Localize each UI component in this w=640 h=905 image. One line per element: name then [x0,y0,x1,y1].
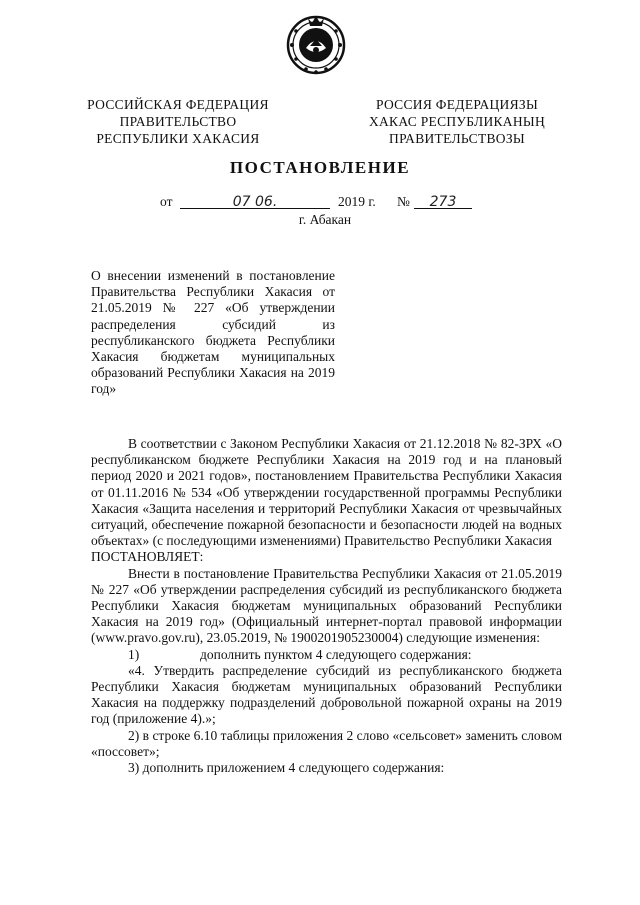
header-right-line-2: ХАКАС РЕСПУБЛИКАНЫҢ [368,114,546,129]
date-year: 2019 г. [338,194,376,209]
number-field [414,194,472,209]
paragraph-preamble [91,436,562,549]
document-subject: О внесении изменений в постановление Правительства Республики Хакасия от 21.05.2019 № 227 «Об утверждении распределения субсидий из республиканского бюджета Республики Хакасия бюджетам муниципальных образований Республики Хакасия на 2019 год» [91,268,335,397]
header-left-line-1: РОССИЙСКАЯ ФЕДЕРАЦИЯ [87,97,269,112]
paragraph-resolves: ПОСТАНОВЛЯЕТ: [91,549,204,565]
list-item-3: 3) дополнить приложением 4 следующего содержания: [128,760,445,776]
header-left-line-2: ПРАВИТЕЛЬСТВО [119,114,237,129]
number-label: № [397,194,410,209]
list-item-1 [91,647,562,663]
quoted-paragraph: «4. Утвердить распределение субсидий из республиканского бюджета Республики Хакасия бюджетам муниципальных образований Республики Хакасия на поддержку подразделений добровольной пожарной охраны на 2019 год (приложение 4).»; [91,662,562,727]
list-item-2: 2) в строке 6.10 таблицы приложения 2 слово «сельсовет» заменить словом «поссовет»; [91,727,562,759]
city: г. Абакан [298,212,352,227]
header-right [352,96,562,147]
document-body [91,436,562,776]
date-handwritten: 07 06. [232,194,278,210]
paragraph-amend: Внести в постановление Правительства Республики Хакасия от 21.05.2019 № 227 «Об утверждении распределения субсидий из республиканского бюджета Республики Хакасия бюджетам муниципальных образований Республики Хакасия на 2019 год» (Официальный интернет-портал правовой информации (www.pravo.gov.ru), 23.05.2019, № 1900201905230004) следующие изменения: [91,565,562,646]
date-field [180,194,330,209]
header-left-line-3: РЕСПУБЛИКИ ХАКАСИЯ [96,131,260,146]
header-left [78,96,278,147]
preamble-text: В соответствии с Законом Республики Хакасия от 21.12.2018 № 82-ЗРХ «О республиканском бюджете Республики Хакасия на 2019 год и на плановый период 2020 и 2021 годов», постановлением Правительства Республики Хакасия от 01.11.2016 № 534 «Об утверждении государственной программы Республики Хакасия «Защита населения и территорий Республики Хакасия от чрезвычайных ситуаций, обеспечение пожарной безопасности и безопасности людей на водных объектах» (с последующими изменениями) Правительство Республики Хакасия [91,436,562,549]
coat-of-arms-emblem [284,12,348,76]
header-right-line-3: ПРАВИТЕЛЬСТВОЗЫ [389,131,525,146]
list-item-1-number: 1) [128,646,140,662]
date-from-label: от [160,194,173,209]
number-handwritten: 273 [429,194,457,210]
list-item-1-text: дополнить пунктом 4 следующего содержания: [200,646,472,662]
header-right-line-1: РОССИЯ ФЕДЕРАЦИЯЗЫ [375,97,539,112]
document-title: ПОСТАНОВЛЕНИЕ [229,158,411,177]
